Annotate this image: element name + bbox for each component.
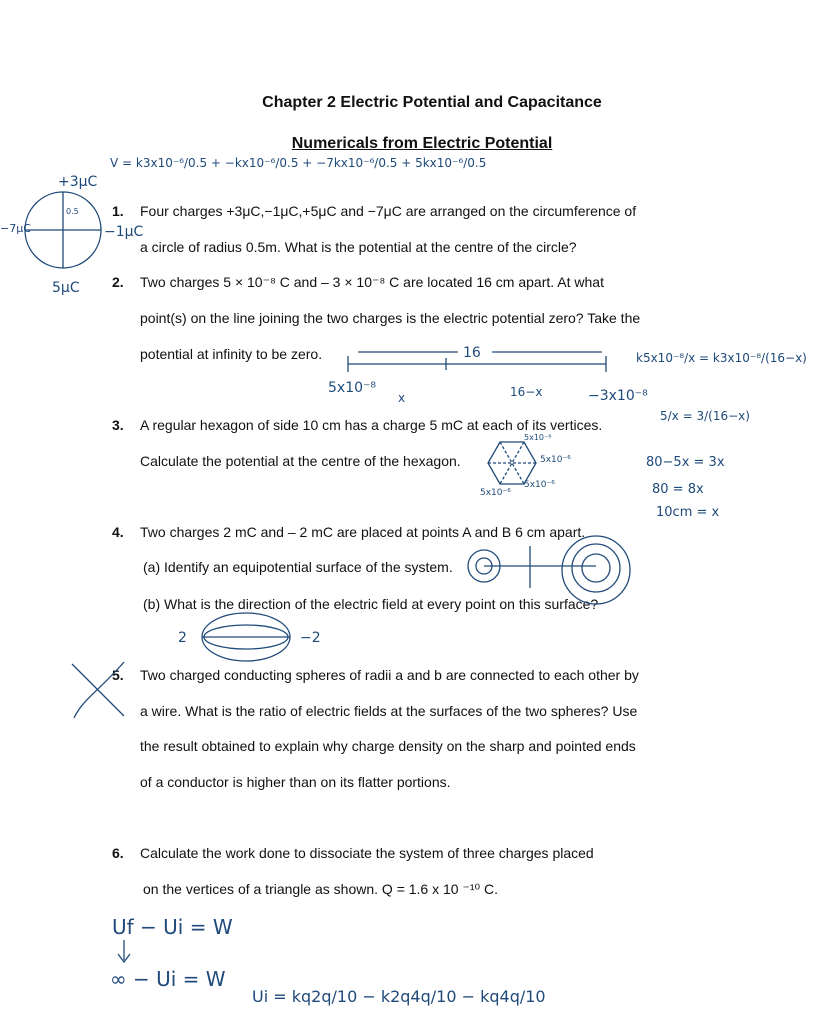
question-4-line-2: (a) Identify an equipotential surface of the system.: [143, 559, 453, 575]
q2-16-minus-x: 16−x: [510, 385, 543, 399]
chapter-title: Chapter 2 Electric Potential and Capacitance: [262, 94, 602, 111]
question-4-number: 4.: [112, 524, 124, 540]
question-6-number: 6.: [112, 845, 124, 861]
question-3-line-1: A regular hexagon of side 10 cm has a charge 5 mC at each of its vertices.: [140, 417, 603, 433]
q2-equation-2: 5/x = 3/(16−x): [660, 409, 750, 423]
question-5-number: 5.: [112, 667, 124, 683]
question-3-line-2: Calculate the potential at the centre of the hexagon.: [140, 453, 461, 469]
question-3-number: 3.: [112, 417, 124, 433]
question-1-line-2: a circle of radius 0.5m. What is the potential at the centre of the circle?: [140, 239, 577, 255]
q1-top-charge: +3μC: [58, 174, 98, 190]
q2-left-charge: 5x10⁻⁸: [328, 380, 377, 396]
q4-right-equipotential-1: [582, 554, 610, 582]
q2-equation-4: 80 = 8x: [652, 482, 704, 497]
q3-charge-label-top: 5x10⁻⁶: [524, 433, 552, 442]
q4-left-charge: 2: [178, 630, 187, 646]
q5-cross-mark: [72, 662, 124, 718]
question-2-line-3: potential at infinity to be zero.: [140, 346, 323, 362]
question-6-line-1: Calculate the work done to dissociate the system of three charges placed: [140, 845, 594, 861]
question-5-line-1: Two charged conducting spheres of radii a and b are connected to each other by: [140, 667, 639, 683]
q2-equation-3: 80−5x = 3x: [646, 455, 725, 470]
q3-charge-label-bottom-right: 5x10⁻⁶: [524, 480, 555, 490]
q1-right-charge: −1μC: [104, 224, 144, 240]
q6-work-line-2: ∞ − Ui = W: [110, 967, 226, 991]
question-2-line-2: point(s) on the line joining the two charges is the electric potential zero? Take the: [140, 310, 641, 326]
question-5-line-4: of a conductor is higher than on its flatter portions.: [140, 774, 451, 790]
question-1-line-1: Four charges +3μC,−1μC,+5μC and −7μC are arranged on the circumference of: [140, 203, 637, 219]
question-5-line-2: a wire. What is the ratio of electric fields at the surfaces of the two spheres? Use: [140, 703, 638, 719]
q2-x: x: [398, 391, 406, 405]
q4-right-equipotential-2: [572, 544, 620, 592]
q3-charge-label-bottom-left: 5x10⁻⁶: [480, 488, 511, 498]
q6-down-arrow: [118, 940, 130, 962]
question-1-number: 1.: [112, 203, 124, 219]
q2-distance: 16: [463, 345, 481, 361]
q1-bottom-charge: 5μC: [52, 280, 80, 296]
q6-ui-expression: Ui = kq2q/10 − k2q4q/10 − kq4q/10: [252, 987, 546, 1006]
q3-charge-label-right: 5x10⁻⁶: [540, 455, 571, 465]
question-2-number: 2.: [112, 274, 124, 290]
q1-radius-label: 0.5: [66, 207, 79, 216]
q4-right-charge: −2: [300, 630, 321, 646]
question-5-line-3: the result obtained to explain why charge density on the sharp and pointed ends: [140, 738, 636, 754]
q2-right-charge: −3x10⁻⁸: [588, 388, 648, 404]
q1-formula: V = k3x10⁻⁶/0.5 + −kx10⁻⁶/0.5 + −7kx10⁻⁶/0.5 + 5kx10⁻⁶/0.5: [110, 156, 487, 170]
q6-work-line-1: Uf − Ui = W: [112, 915, 233, 939]
q1-left-charge: −7μC: [0, 222, 31, 235]
question-2-line-1: Two charges 5 × 10⁻⁸ C and – 3 × 10⁻⁸ C are located 16 cm apart. At what: [140, 274, 604, 290]
q2-equation-5: 10cm = x: [656, 505, 720, 520]
section-title: Numericals from Electric Potential: [291, 135, 553, 152]
question-6-line-2: on the vertices of a triangle as shown. Q = 1.6 x 10 ⁻¹⁰ C.: [143, 881, 499, 897]
q2-equation-1: k5x10⁻⁸/x = k3x10⁻⁸/(16−x): [636, 351, 807, 365]
question-4-line-1: Two charges 2 mC and – 2 mC are placed at points A and B 6 cm apart.: [140, 524, 586, 540]
question-4-line-3: (b) What is the direction of the electric field at every point on this surface?: [143, 596, 599, 612]
